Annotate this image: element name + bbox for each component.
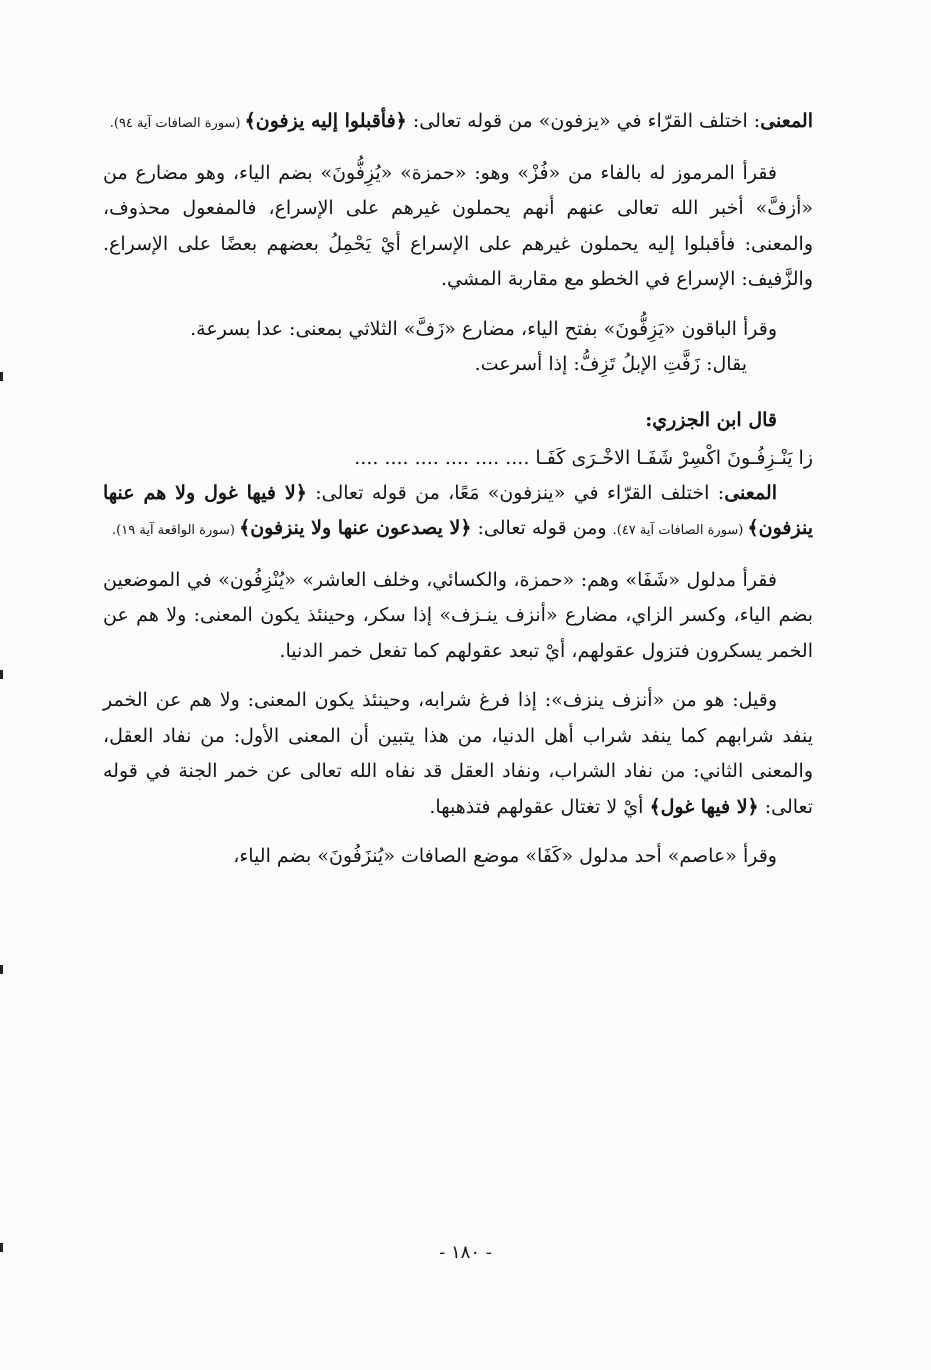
paragraph-6 xyxy=(103,563,813,670)
text-run: وقرأ «عاصم» أحد مدلول «كَفَا» موضع الصافات «يُنزَفُونَ» بضم الياء، xyxy=(233,845,777,867)
paragraph-2 xyxy=(103,156,813,298)
scan-mark xyxy=(0,670,3,679)
surah-reference: (سورة الواقعة آية ١٩). xyxy=(112,523,240,538)
paragraph-4 xyxy=(103,347,813,383)
text-run: يقال: زَفَّتِ الإبلُ تَزِفُّ: إذا أسرعت. xyxy=(474,353,747,375)
paragraph-8 xyxy=(103,839,813,875)
scan-mark xyxy=(0,965,3,974)
text-run: قال ابن الجزري: xyxy=(645,408,777,431)
section-heading xyxy=(103,409,813,431)
text-run: فقرأ المرموز له بالفاء من «فُزْ» وهو: «حمزة» «يُزِفُّونَ» بضم الياء، وهو مضارع من «أزفَّ» أخبر الله تعالى عنهم أنهم يحملون غيرهم على الإسراع، فالمفعول محذوف، والمعنى: فأقبلوا إليه يحملون غيرهم على الإسراع أيْ يَحْمِلُ بعضهم بعضًا على الإسراع. والزَّفيف: الإسراع في الخطو مع مقاربة المشي. xyxy=(103,161,813,290)
page-body xyxy=(103,104,813,875)
paragraph-1 xyxy=(103,104,813,142)
quran-quote: ﴿لا يصدعون عنها ولا ينزفون﴾ xyxy=(239,517,472,539)
quran-quote: المعنى xyxy=(760,110,813,132)
quran-quote: ﴿فأقبلوا إليه يزفون﴾ xyxy=(244,110,407,132)
surah-reference: (سورة الصافات آية ٩٤). xyxy=(109,116,245,131)
text-run: زا يَنْـزِفُـونَ اكْسِرْ شَفَـا الاخْـرَى كَفَـا .... .... .... .... .... .... xyxy=(354,446,813,469)
quran-quote: ﴿لا فيها غول﴾ xyxy=(649,795,759,818)
text-run: أيْ لا تغتال عقولهم فتذهبها. xyxy=(429,795,650,818)
paragraph-7 xyxy=(103,683,813,825)
text-run: : اختلف القرّاء في «ينزفون» مَعًا، من قوله تعالى: xyxy=(306,481,725,504)
paragraph-5 xyxy=(103,476,813,549)
scan-mark xyxy=(0,1243,3,1252)
scan-mark xyxy=(0,372,3,381)
text-run: وقرأ الباقون «يَزِفُّونَ» بفتح الياء، مضارع «زَفَّ» الثلاثي بمعنى: عدا بسرعة. xyxy=(190,317,777,340)
page-number: - ١٨٠ - xyxy=(439,1242,492,1263)
surah-reference: (سورة الصافات آية ٤٧). xyxy=(612,523,748,538)
text-run: وقيل: هو من «أنزف ينزف»: إذا فرغ شرابه، وحينئذ يكون المعنى: ولا هم عن الخمر ينفد شرابهم كما ينفد شراب أهل الدنيا، من هذا يتبين أن المعنى الأول: من نفاد العقل، والمعنى الثاني: من نفاد الشراب، ونفاد العقل قد نفاه الله تعالى عن خمر الجنة في قوله تعالى: xyxy=(103,689,813,818)
text-run: فقرأ مدلول «شَفَا» وهم: «حمزة، والكسائي، وخلف العاشر» «يُنْزِفُون» في الموضعين بضم الياء، وكسر الزاي، مضارع «أنزف ينـزف» إذا سكر، وحينئذ يكون المعنى: ولا هم عن الخمر يسكرون فتزول عقولهم، أيْ تبعد عقولهم كما تفعل خمر الدنيا. xyxy=(103,568,813,662)
text-run: ومن قوله تعالى: xyxy=(471,517,613,539)
text-run: : اختلف القرّاء في «يزفون» من قوله تعالى: xyxy=(406,110,761,132)
quran-quote: المعنى xyxy=(724,481,777,504)
paragraph-3 xyxy=(103,312,813,348)
poem-verse xyxy=(103,441,813,476)
quran-quote: ﴿لا فيها غول ولا هم عنها ينزفون﴾ xyxy=(103,481,813,539)
